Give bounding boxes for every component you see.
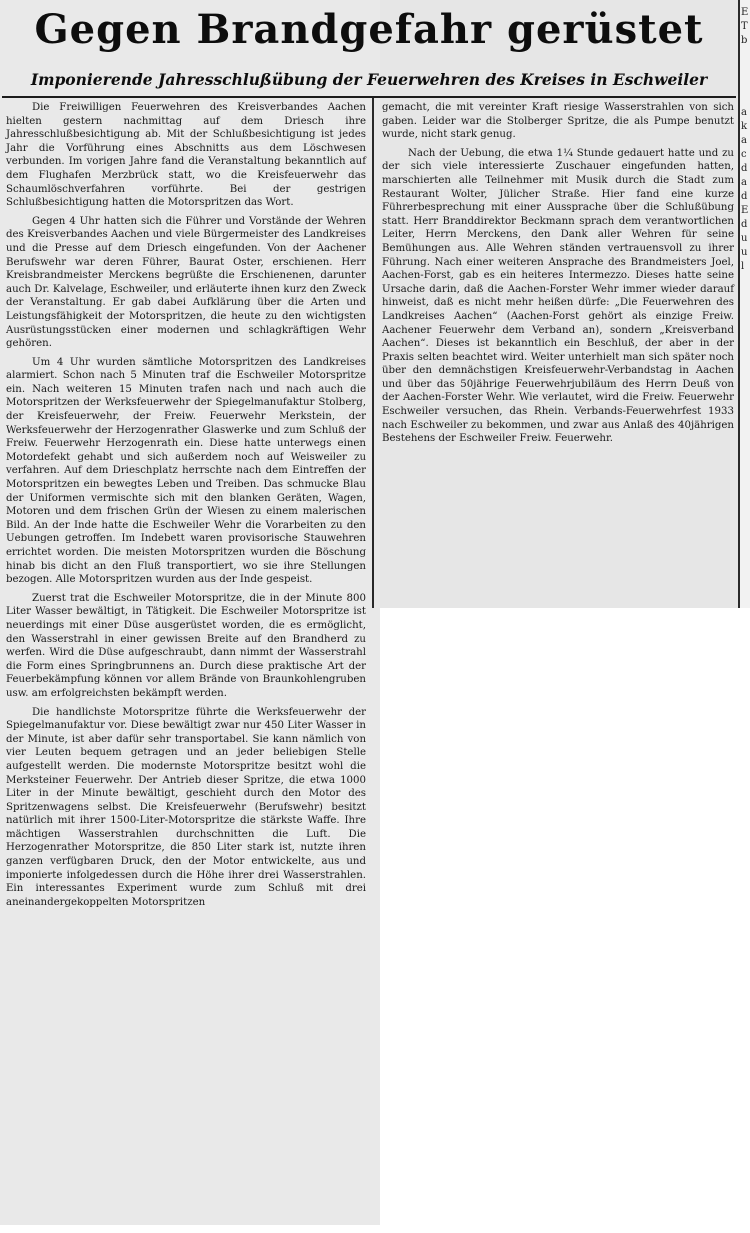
article-headline: Gegen Brandgefahr gerüstet bbox=[34, 6, 704, 53]
paragraph: Zuerst trat die Eschweiler Motorspritze, die in der Minute 800 Liter Wasser bewältigt, in Tätigkeit. Die Eschweiler Motorspritze ist neuerdings mit einer Düse ausgerüstet worden, die es ermöglicht, den Wasserstrahl in einer gewissen Breite auf den Brandherd zu werfen. Wird die Düse aufgeschraubt, dann nimmt der Wasserstrahl die Form eines Springbrunnens an. Durch diese praktische Art der Feuerbekämpfung können vor allem Brände von Braunkohlengruben usw. am erfolgreichsten bekämpft werden. bbox=[6, 592, 366, 699]
paragraph: gemacht, die mit vereinter Kraft riesige Wasserstrahlen von sich gaben. Leider war die Stolberger Spritze, die als Pumpe benutzt wurde, nicht stark genug. bbox=[382, 102, 734, 141]
paragraph: Die Freiwilligen Feuerwehren des Kreisverbandes Aachen hielten gestern nachmittag auf dem Driesch ihre Jahresschlußbesichtigung ab. Mit der Schlußbesichtigung ist jedes Jahr die Vorführung eines Abschnitts aus dem Löschwesen verbunden. Im vorigen Jahre fand die Veranstaltung bekanntlich auf dem Flughafen Merzbrück statt, wo die Kreisfeuerwehr das Schaumlöschverfahren vorführte. Bei der gestrigen Schlußbesichtigung hatten die Motorspritzen das Wort. bbox=[6, 102, 366, 209]
article-column-left bbox=[6, 101, 366, 909]
edge-fragment-top: E T b bbox=[741, 7, 749, 46]
article-column-right bbox=[382, 101, 734, 446]
paragraph: Nach der Uebung, die etwa 1¼ Stunde gedauert hatte und zu der sich viele interessierte Zuschauer eingefunden hatten, marschierten alle Teilnehmer mit Musik durch die Stadt zum Restaurant Wolter, Jülicher Straße. Hier fand eine kurze Führerbesprechung mit einer Aussprache über die Schlußübung statt. Herr Branddirektor Beckmann sprach dem verantwortlichen Leiter, Herrn Merckens, den Dank aller Wehren für seine Bemühungen aus. Alle Wehren ständen vertrauensvoll zu ihrer Führung. Nach einer weiteren Ansprache des Brandmeisters Joel, Aachen-Forst, gab es ein heiteres Intermezzo. Dieses hatte seine Ursache darin, daß die Aachen-Forster Wehr immer wieder darauf hinweist, daß es nicht mehr heißen dürfe: „Die Feuerwehren des Landkreises Aachen“ (Aachen-Forst gehört als einzige Freiw. Aachener Feuerwehr dem Verband an), sondern „Kreisverband Aachen“. Dieses ist bekanntlich ein Beschluß, der aber in der Praxis selten beachtet wird. Weiter unterhielt man sich später noch über den demnächstigen Kreisfeuerwehr-Verbandstag in Aachen und über das 50jährige Feuerwehrjubiläum des Herrn Deuß von der Aachen-Forster Wehr. Wie verlautet, wird die Freiw. Feuerwehr Eschweiler versuchen, das Rhein. Verbands-Feuerwehrfest 1933 nach Eschweiler zu bekommen, und zwar aus Anlaß des 40jährigen Bestehens der Eschweiler Freiw. Feuerwehr. bbox=[382, 147, 734, 445]
adjacent-column-fragment bbox=[738, 0, 750, 608]
paragraph: Gegen 4 Uhr hatten sich die Führer und Vorstände der Wehren des Kreisverbandes Aachen und viele Bürgermeister des Landkreises und die Presse auf dem Driesch eingefunden. Von der Aachener Berufswehr war deren Führer, Baurat Oster, erschienen. Herr Kreisbrandmeister Merckens begrüßte die Erschienenen, darunter auch Dr. Kalvelage, Eschweiler, und erläuterte ihnen kurz den Zweck der Veranstaltung. Er gab dabei Aufklärung über die Arten und Leistungsfähigkeit der Motorspritzen, die heute zu den wichtigsten Ausrüstungsstücken einer modernen und schlagkräftigen Wehr gehören. bbox=[6, 215, 366, 350]
article-subheadline: Imponierende Jahresschlußübung der Feuerwehren des Kreises in Eschweiler bbox=[30, 70, 708, 89]
paragraph: Um 4 Uhr wurden sämtliche Motorspritzen des Landkreises alarmiert. Schon nach 5 Minuten traf die Eschweiler Motorspritze ein. Nach weiteren 15 Minuten trafen nach und nach auch die Motorspritzen der Werksfeuerwehr der Spiegelmanufaktur Stolberg, der Kreisfeuerwehr, der Freiw. Feuerwehr Merkstein, der Werksfeuerwehr der Herzogenrather Glaswerke und zum Schluß der Freiw. Feuerwehr Herzogenrath ein. Diese hatte unterwegs einen Motordefekt gehabt und sich außerdem noch auf Weisweiler zu verfahren. Auf dem Drieschplatz herrschte nach dem Eintreffen der Motorspritzen ein bewegtes Leben und Treiben. Das schmucke Blau der Uniformen vermischte sich mit den blanken Geräten, Wagen, Motoren und dem frischen Grün der Wiesen zu einem malerischen Bild. An der Inde hatte die Eschweiler Wehr die Vorarbeiten zu den Uebungen getroffen. Im Indebett waren provisorische Stauwehren errichtet worden. Die meisten Motorspritzen wurden die Böschung hinab bis dicht an den Fluß transportiert, wo sie ihre Stellungen bezogen. Alle Motorspritzen wurden aus der Inde gespeist. bbox=[6, 356, 366, 586]
column-divider bbox=[372, 98, 374, 608]
paragraph: Die handlichste Motorspritze führte die Werksfeuerwehr der Spiegelmanufaktur vor. Diese bewältigt zwar nur 450 Liter Wasser in der Minute, ist aber dafür sehr transportabel. Sie kann nämlich von vier Leuten bequem getragen und an jeder beliebigen Stelle aufgestellt werden. Die modernste Motorspritze besitzt wohl die Merksteiner Feuerwehr. Der Antrieb dieser Spritze, die etwa 1000 Liter in der Minute bewältigt, geschieht durch den Motor des Spritzenwagens selbst. Die Kreisfeuerwehr (Berufswehr) besitzt natürlich mit ihrer 1500-Liter-Motorspritze die stärkste Waffe. Ihre mächtigen Wasserstrahlen durchschnitten die Luft. Die Herzogenrather Motorspritze, die 850 Liter stark ist, nutzte ihren ganzen verfügbaren Druck, den der Motor entwickelte, aus und imponierte infolgedessen durch die Höhe ihrer drei Wasserstrahlen. Ein interessantes Experiment wurde zum Schluß mit drei aneinandergekoppelten Motorspritzen bbox=[6, 706, 366, 908]
headline-rule bbox=[2, 96, 736, 98]
edge-fragment-middle: a k a c d a d E d u u l bbox=[741, 107, 749, 272]
